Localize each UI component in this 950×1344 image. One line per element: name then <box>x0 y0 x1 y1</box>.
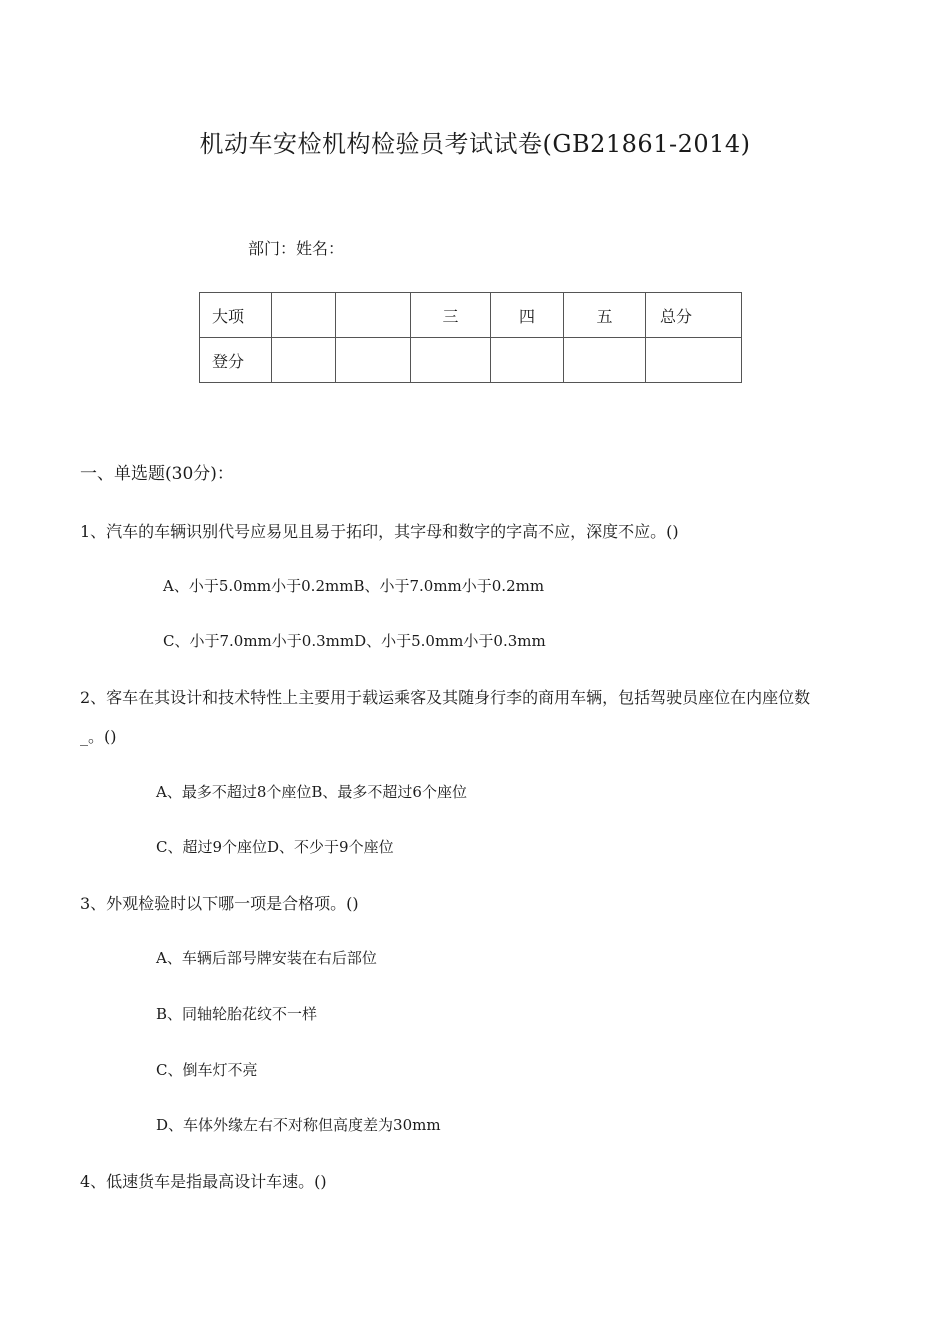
question-3-stem: 3、外观检验时以下哪一项是合格项。() <box>80 894 359 913</box>
table-cell <box>411 338 491 383</box>
question-4-stem: 4、低速货车是指最高设计车速。() <box>80 1172 327 1191</box>
table-cell <box>272 338 336 383</box>
table-row <box>200 338 742 383</box>
question-2-stem-line1: 2、客车在其设计和技术特性上主要用于载运乘客及其随身行李的商用车辆，包括驾驶员座位在内座位数 <box>80 688 811 707</box>
table-cell: 登分 <box>200 338 272 383</box>
table-cell <box>336 338 411 383</box>
table-cell <box>564 338 646 383</box>
table-cell: 五 <box>564 293 646 338</box>
table-cell <box>646 338 742 383</box>
question-2-options-cd: C、超过9个座位D、不少于9个座位 <box>156 838 394 856</box>
table-cell: 四 <box>491 293 564 338</box>
question-3-option-b: B、同轴轮胎花纹不一样 <box>156 1005 318 1023</box>
question-2-stem-line2: _。() <box>80 727 117 746</box>
question-3-option-c: C、倒车灯不亮 <box>156 1061 258 1079</box>
question-1-options-ab: A、小于5.0mm小于0.2mmB、小于7.0mm小于0.2mm <box>163 577 545 595</box>
question-1-options-cd: C、小于7.0mm小于0.3mmD、小于5.0mm小于0.3mm <box>163 632 546 650</box>
section-heading: 一、单选题(30分)： <box>80 464 234 484</box>
question-3-option-d: D、车体外缘左右不对称但高度差为30mm <box>156 1116 441 1134</box>
table-cell: 大项 <box>200 293 272 338</box>
table-cell: 总分 <box>646 293 742 338</box>
dept-name-line: 部门：姓名： <box>248 239 345 258</box>
question-1-stem: 1、汽车的车辆识别代号应易见且易于拓印，其字母和数字的字高不应，深度不应。() <box>80 522 679 541</box>
table-cell <box>336 293 411 338</box>
table-row <box>200 293 742 338</box>
page-title: 机动车安检机构检验员考试试卷(GB21861-2014) <box>199 130 751 158</box>
question-3-option-a: A、车辆后部号牌安装在右后部位 <box>156 949 377 967</box>
table-cell <box>491 338 564 383</box>
table-cell <box>272 293 336 338</box>
table-cell: 三 <box>411 293 491 338</box>
score-table <box>199 292 742 383</box>
question-2-options-ab: A、最多不超过8个座位B、最多不超过6个座位 <box>156 783 467 801</box>
